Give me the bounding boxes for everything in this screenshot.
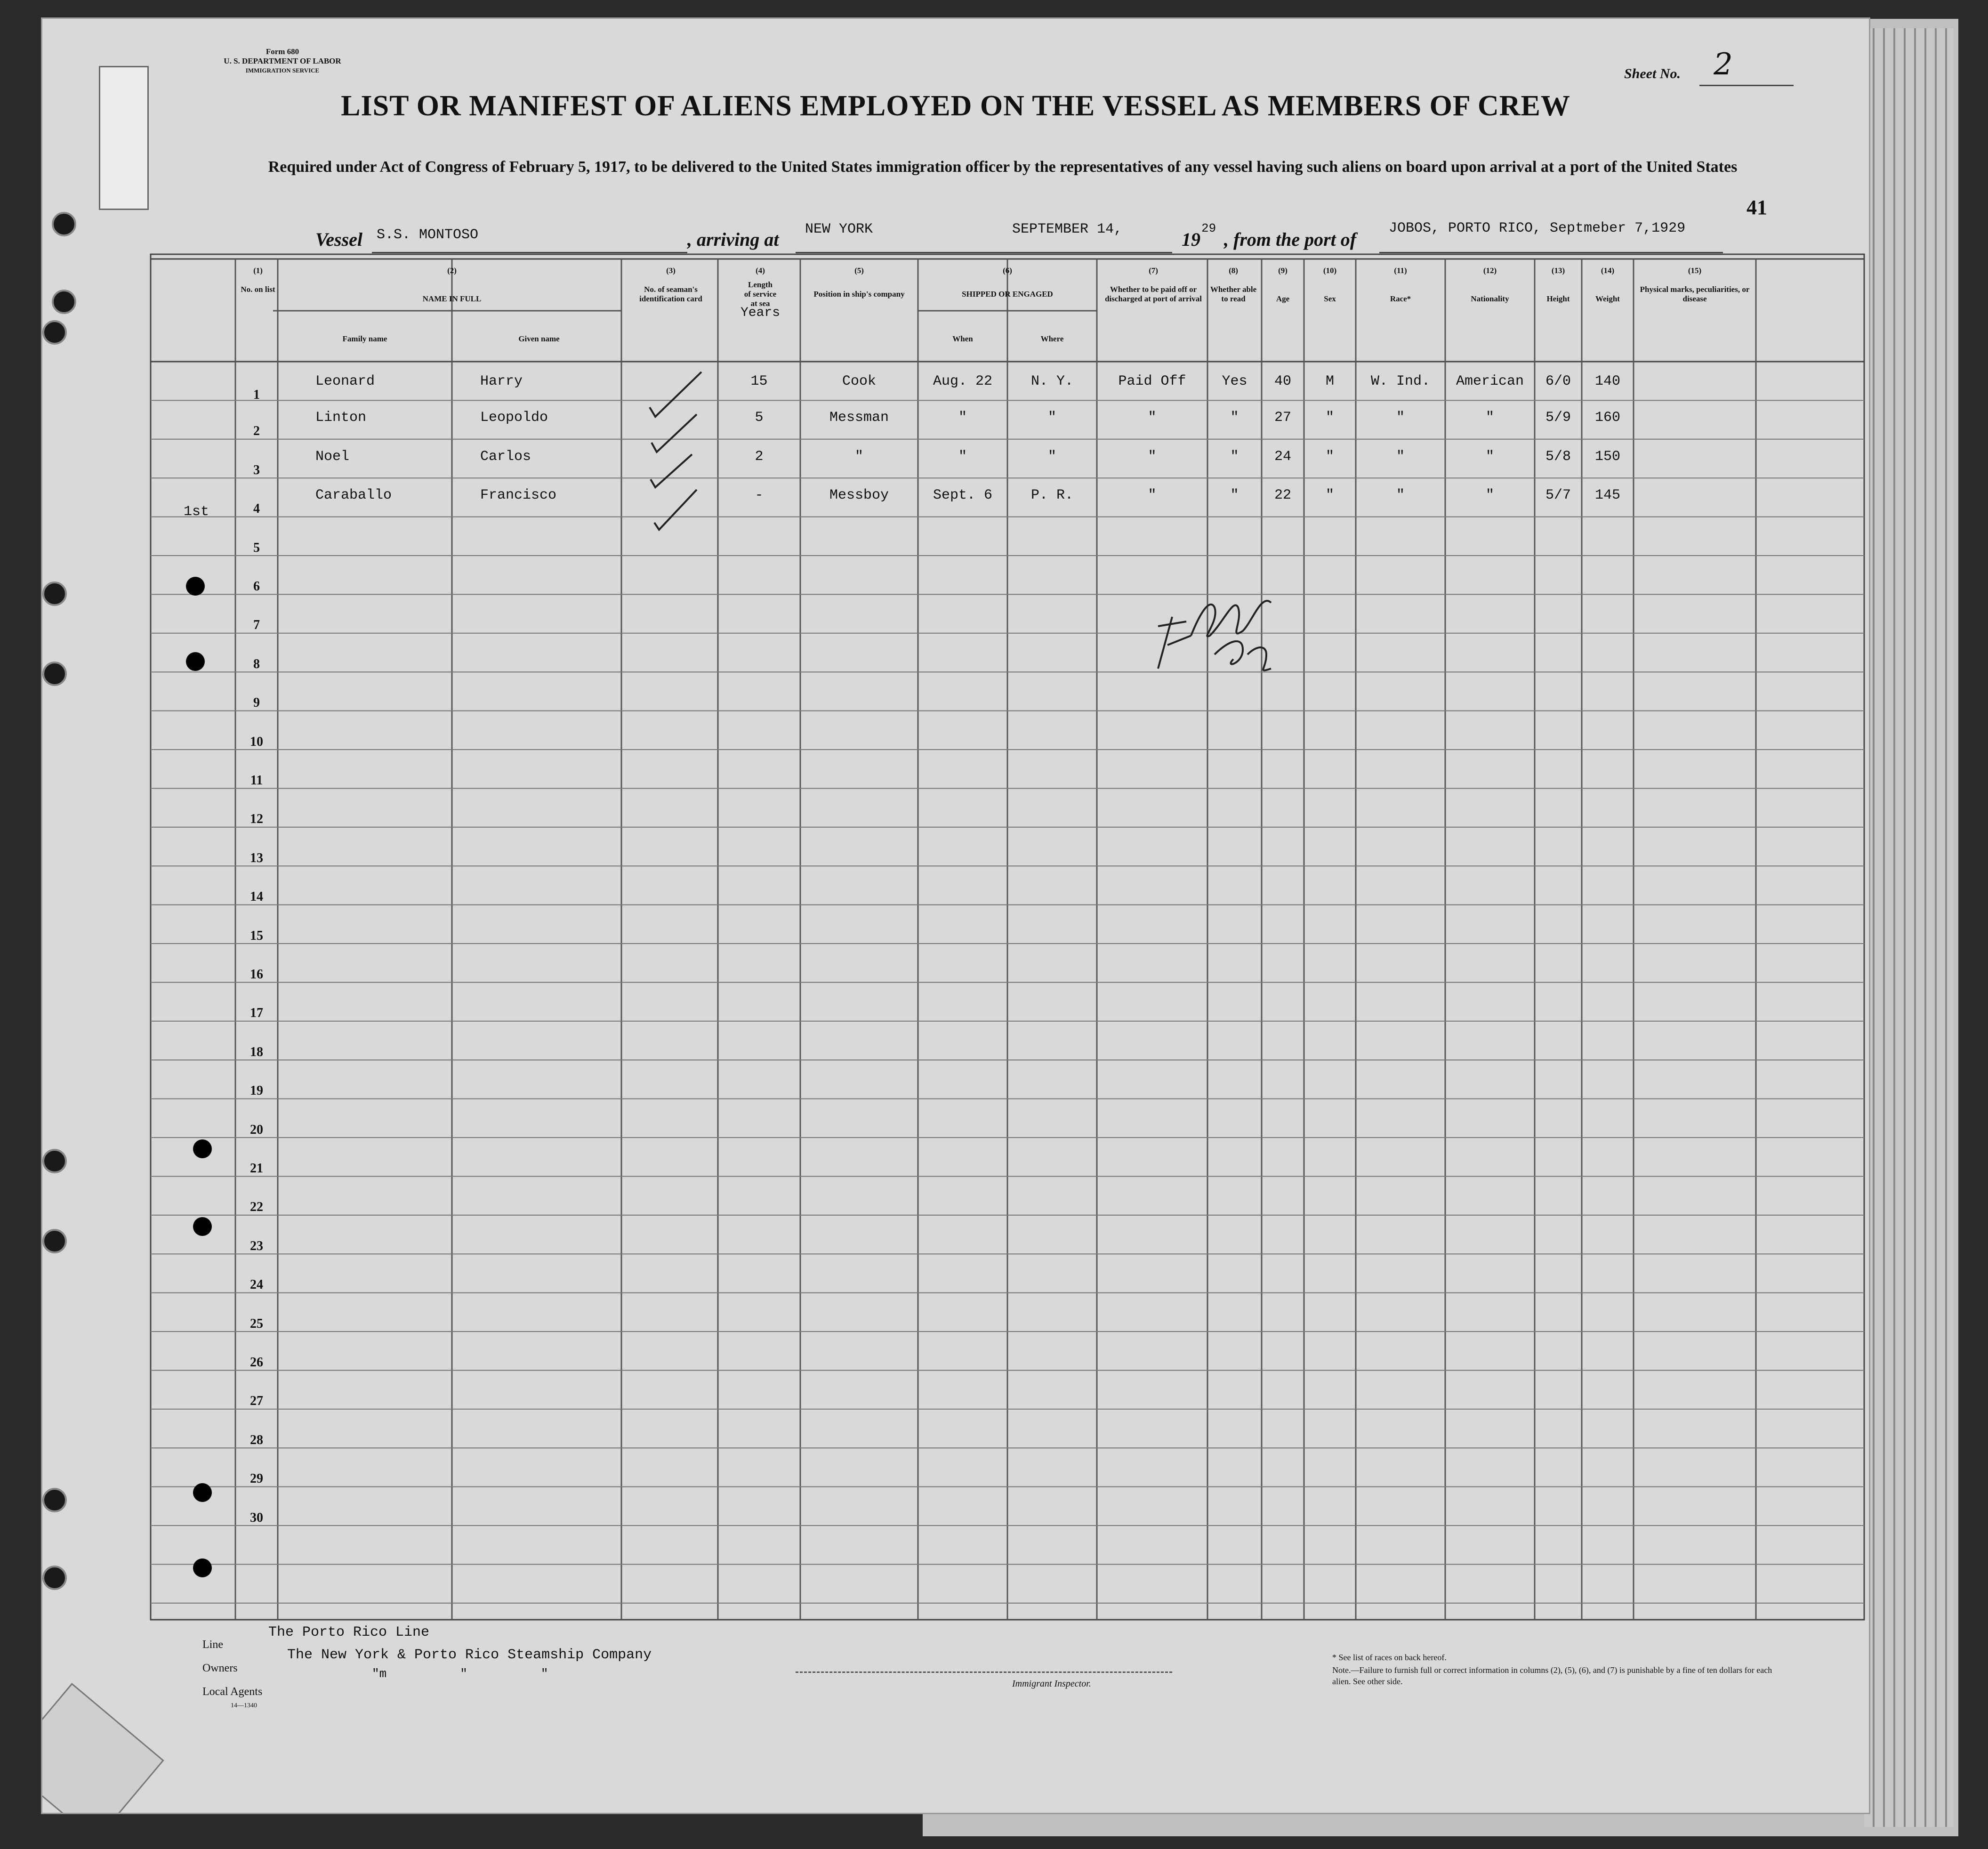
cell-height: 5/9	[1545, 410, 1571, 426]
cell-when: "	[958, 410, 967, 426]
row-number: 26	[250, 1355, 263, 1370]
cell-age: 24	[1274, 448, 1291, 465]
form-code: 14—1340	[231, 1702, 257, 1709]
line-label: Line	[202, 1639, 223, 1651]
col13-label: Height	[1546, 294, 1570, 303]
col14-label: Weight	[1595, 294, 1620, 303]
row-number: 10	[250, 734, 263, 749]
col12-header	[1445, 266, 1535, 304]
checkmark-4	[654, 490, 697, 530]
penalty-note: Note.—Failure to furnish full or correct information in columns (2), (5), (6), and (7) is punishable by a fine of ten dollars for each alien. See other side.	[1332, 1665, 1772, 1686]
row-number: 11	[250, 773, 263, 788]
col2a-label: Family name	[342, 334, 387, 343]
cell-paid: "	[1148, 448, 1157, 465]
owners-value: The New York & Porto Rico Steamship Company	[287, 1647, 652, 1663]
cell-given: Francisco	[480, 487, 557, 504]
page-subtitle: Required under Act of Congress of February 5, 1917, to be delivered to the United States immigration officer by the representatives of any vessel having such aliens on board upon arrival at a port of the United States	[268, 158, 1738, 176]
form-number: Form 680	[266, 47, 299, 56]
binder-hole	[42, 1229, 67, 1253]
cell-family: Linton	[315, 410, 367, 426]
cell-given: Leopoldo	[480, 410, 548, 426]
col5-number: (5)	[854, 266, 864, 275]
inspector-line	[796, 1671, 1172, 1673]
row-number: 12	[250, 812, 263, 827]
row-number: 23	[250, 1238, 263, 1253]
col10-number: (10)	[1323, 266, 1337, 275]
agents-ditto: "m " "	[372, 1667, 548, 1681]
service: IMMIGRATION SERVICE	[245, 67, 320, 74]
col12-number: (12)	[1483, 266, 1497, 275]
agents-label: Local Agents	[202, 1686, 263, 1698]
cell-nationality: "	[1485, 487, 1494, 504]
row-number: 24	[250, 1277, 263, 1292]
cell-weight: 160	[1594, 410, 1620, 426]
vessel-label: Vessel	[315, 229, 362, 250]
col15-label: Physical marks, peculiarities, or disease	[1640, 285, 1750, 303]
col2-number: (2)	[447, 266, 457, 275]
punch-dot	[193, 1217, 212, 1236]
cell-read: "	[1230, 487, 1239, 504]
cell-weight: 140	[1594, 373, 1620, 389]
row-number: 25	[250, 1316, 263, 1331]
row-number: 9	[253, 695, 260, 711]
col3-header	[624, 266, 718, 304]
cell-service: 2	[755, 448, 764, 465]
row-number: 15	[250, 928, 263, 943]
row-number: 4	[253, 501, 260, 517]
cell-sex: "	[1325, 448, 1334, 465]
col4-header	[720, 266, 800, 318]
cell-read: "	[1230, 410, 1239, 426]
col8-header	[1207, 266, 1259, 304]
cell-family: Noel	[315, 448, 350, 465]
cell-race: "	[1396, 487, 1405, 504]
cell-height: 6/0	[1545, 373, 1571, 389]
line-value: The Porto Rico Line	[268, 1624, 430, 1640]
binder-hole	[42, 581, 67, 606]
binder-hole	[42, 1566, 67, 1590]
cell-sex: "	[1325, 487, 1334, 504]
col11-number: (11)	[1394, 266, 1407, 275]
col14-number: (14)	[1601, 266, 1615, 275]
owners-label: Owners	[202, 1662, 238, 1674]
row-number: 29	[250, 1471, 263, 1486]
cell-race: W. Ind.	[1370, 373, 1431, 389]
manifest-page	[42, 19, 1869, 1813]
binder-hole	[52, 212, 76, 236]
col6a-label: When	[952, 334, 973, 343]
binder-hole	[52, 290, 76, 314]
punch-dot	[193, 1483, 212, 1502]
from-label: , from the port of	[1224, 229, 1357, 250]
page-title: LIST OR MANIFEST OF ALIENS EMPLOYED ON THE VESSEL AS MEMBERS OF CREW	[341, 90, 1570, 122]
cell-height: 5/8	[1545, 448, 1571, 465]
col7-label: Whether to be paid off or discharged at port of arrival	[1105, 285, 1202, 303]
row-number: 17	[250, 1006, 263, 1021]
cell-given: Harry	[480, 373, 523, 389]
row-number: 20	[250, 1122, 263, 1137]
attached-tab	[99, 66, 149, 210]
checkmark-3	[651, 454, 692, 487]
cell-where: N. Y.	[1030, 373, 1073, 389]
page-number: 41	[1747, 196, 1767, 219]
col9-header	[1262, 266, 1304, 304]
col11-header	[1356, 266, 1445, 304]
cell-age: 22	[1274, 487, 1291, 504]
punch-dot	[186, 577, 205, 596]
col6-number: (6)	[1003, 266, 1012, 275]
col13-number: (13)	[1551, 266, 1565, 275]
col5-label: Position in ship's company	[813, 290, 905, 299]
row-number: 8	[253, 656, 260, 671]
cell-service: 15	[750, 373, 768, 389]
col10-label: Sex	[1324, 294, 1336, 303]
col13-header	[1535, 266, 1582, 304]
row-number: 14	[250, 889, 263, 904]
col2-label: NAME IN FULL	[422, 294, 482, 303]
cell-race: "	[1396, 410, 1405, 426]
row-number: 7	[253, 618, 260, 633]
cell-sex: "	[1325, 410, 1334, 426]
row-number: 1	[253, 388, 260, 402]
cell-given: Carlos	[480, 448, 531, 465]
col14-header	[1582, 266, 1634, 304]
cell-where: P. R.	[1030, 487, 1073, 504]
from-value: JOBOS, PORTO RICO, Septmeber 7,1929	[1389, 220, 1686, 236]
checkmark-2	[652, 414, 697, 452]
arriving-label: , arriving at	[687, 229, 779, 250]
cell-where: "	[1047, 410, 1056, 426]
cell-age: 40	[1274, 373, 1291, 389]
cell-paid: Paid Off	[1118, 373, 1186, 389]
cell-weight: 145	[1594, 487, 1620, 504]
col9-label: Age	[1276, 294, 1290, 303]
cell-sex: M	[1325, 373, 1334, 389]
cell-position: Messboy	[829, 487, 889, 504]
row-number: 6	[253, 579, 260, 594]
col1-label: No. on list	[241, 285, 275, 294]
inspector-signature	[1130, 527, 1337, 683]
row-number: 27	[250, 1394, 263, 1409]
punch-dot	[186, 652, 205, 671]
checkmarks	[645, 363, 720, 541]
punch-dot	[193, 1558, 212, 1577]
sheet-number: 2	[1714, 47, 1733, 82]
col9-number: (9)	[1278, 266, 1288, 275]
vessel-value: S.S. MONTOSO	[377, 227, 479, 243]
col1-number: (1)	[253, 266, 263, 275]
col3-label: No. of seaman's identification card	[639, 285, 702, 303]
col15-header	[1634, 266, 1756, 304]
col12-label: Nationality	[1471, 294, 1509, 303]
cell-position: Messman	[829, 410, 889, 426]
year-suffix: 29	[1201, 221, 1216, 235]
col6-label: SHIPPED OR ENGAGED	[962, 290, 1053, 299]
cell-when: Sept. 6	[933, 487, 993, 504]
punch-dot	[193, 1139, 212, 1158]
checkmark-1	[650, 372, 701, 417]
row-number: 5	[253, 540, 260, 555]
col8-number: (8)	[1229, 266, 1238, 275]
cell-where: "	[1047, 448, 1056, 465]
cell-paid: "	[1148, 487, 1157, 504]
cell-family: Leonard	[315, 373, 375, 389]
col7-header	[1099, 266, 1207, 304]
sheet-label: Sheet No.	[1624, 66, 1681, 81]
year-prefix: 19	[1182, 229, 1200, 250]
binder-hole	[42, 662, 67, 686]
cell-paid: "	[1148, 410, 1157, 426]
binder-hole	[42, 320, 67, 345]
col2b-label: Given name	[518, 334, 560, 343]
col2-header	[278, 266, 626, 304]
cell-family: Caraballo	[315, 487, 392, 504]
col6b-label: Where	[1040, 334, 1064, 343]
cell-nationality: American	[1456, 373, 1524, 389]
col4-unit: Years	[740, 306, 780, 320]
cell-service: -	[755, 487, 764, 504]
col1-header	[239, 266, 277, 294]
cell-read: Yes	[1222, 373, 1248, 389]
arriving-value: NEW YORK	[805, 221, 873, 237]
inspector-label: Immigrant Inspector.	[1012, 1679, 1091, 1689]
row-number: 2	[253, 424, 260, 439]
cell-when: "	[958, 448, 967, 465]
row-number: 18	[250, 1044, 263, 1059]
col5-header	[800, 266, 918, 299]
cell-age: 27	[1274, 410, 1291, 426]
date-value: SEPTEMBER 14,	[1012, 221, 1123, 237]
cell-service: 5	[755, 410, 764, 426]
col10-header	[1304, 266, 1356, 304]
col8-label: Whether able to read	[1210, 285, 1257, 303]
department: U. S. DEPARTMENT OF LABOR	[224, 57, 341, 65]
row-number: 30	[250, 1510, 263, 1525]
row-number: 19	[250, 1083, 263, 1098]
row-number: 3	[253, 462, 260, 477]
col11-label: Race*	[1390, 294, 1411, 303]
col6-header	[918, 266, 1097, 299]
binder-hole	[42, 1488, 67, 1512]
races-note: * See list of races on back hereof.	[1332, 1653, 1447, 1662]
paper-stack-edge-right	[1864, 28, 1954, 1827]
cell-nationality: "	[1485, 448, 1494, 465]
row-number: 13	[250, 850, 263, 865]
cell-position: Cook	[842, 373, 876, 389]
cell-race: "	[1396, 448, 1405, 465]
row-number: 22	[250, 1200, 263, 1215]
col7-number: (7)	[1149, 266, 1158, 275]
row-number: 21	[250, 1161, 263, 1176]
cell-when: Aug. 22	[933, 373, 993, 389]
col4-number: (4)	[756, 266, 765, 275]
col4-label: Length of service at sea	[744, 280, 777, 308]
cell-height: 5/7	[1545, 487, 1571, 504]
col15-number: (15)	[1688, 266, 1702, 275]
cell-read: "	[1230, 448, 1239, 465]
cell-position: "	[854, 448, 863, 465]
margin-note: 1st	[184, 504, 209, 520]
cell-weight: 150	[1594, 448, 1620, 465]
binder-hole	[42, 1149, 67, 1173]
row-number: 28	[250, 1432, 263, 1447]
row-number: 16	[250, 967, 263, 982]
cell-nationality: "	[1485, 410, 1494, 426]
col3-number: (3)	[666, 266, 676, 275]
